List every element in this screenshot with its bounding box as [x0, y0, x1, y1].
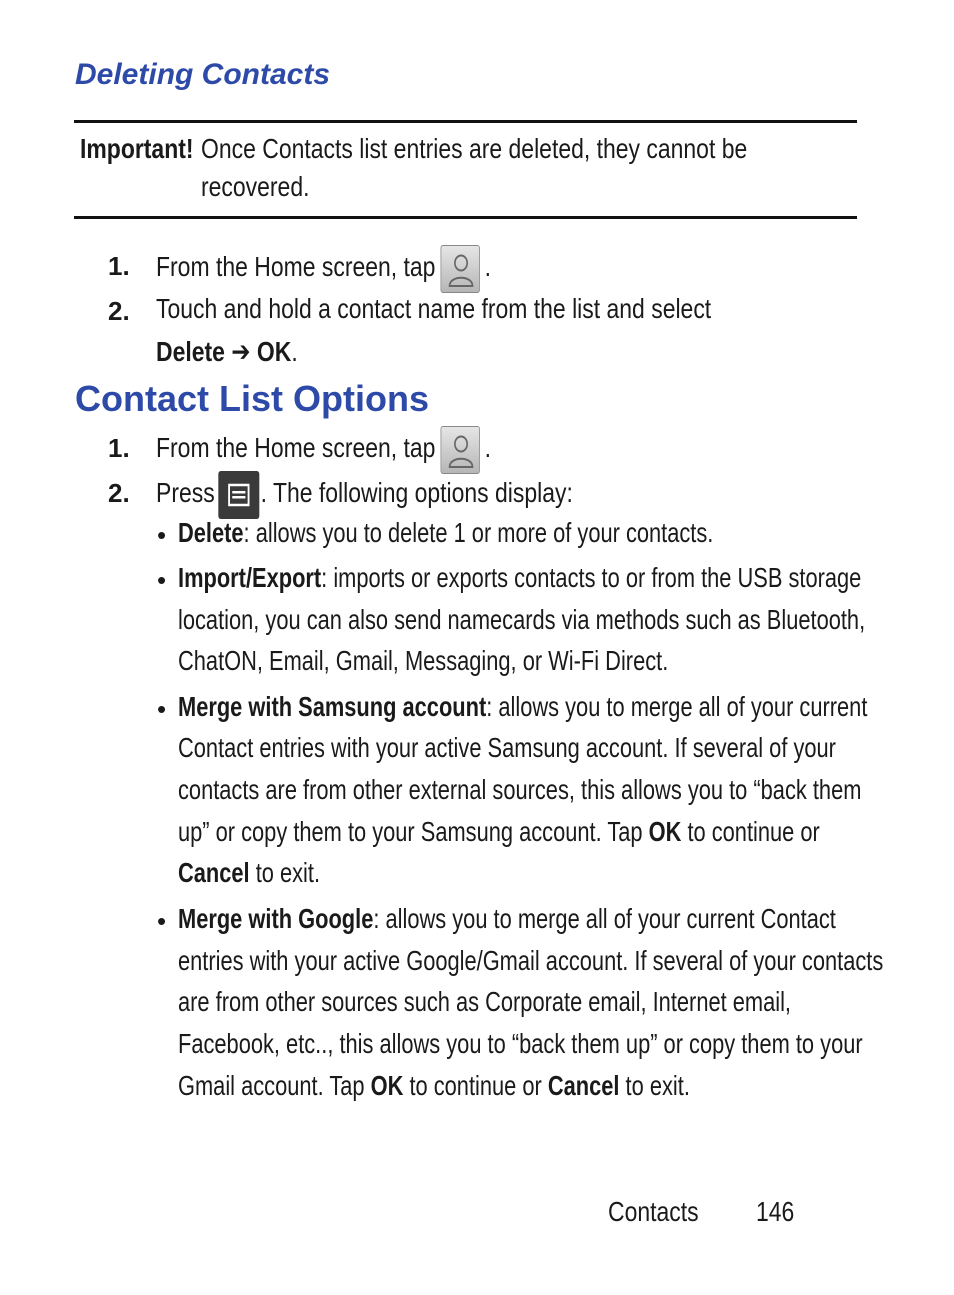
bullet-text-line: up” or copy them to your Samsung account. Tap OK to continue or — [178, 816, 820, 847]
bullet-delete: Delete: allows you to delete 1 or more of your contacts. — [178, 517, 714, 548]
step-text: Press . The following options display: — [156, 467, 664, 519]
step-number: 1. — [108, 251, 130, 281]
bullet-text-line: entries with your active Google/Gmail account. If several of your contacts — [178, 945, 884, 976]
bullet-marker: • — [157, 906, 167, 936]
step-text-continued: Delete ➔ OK. — [156, 336, 298, 367]
bullet-text-line: Facebook, etc.., this allows you to “back them up” or copy them to your — [178, 1028, 863, 1059]
note-label: Important! — [80, 133, 194, 164]
footer-page-number: 146 — [756, 1196, 795, 1227]
note-text-line-2: recovered. — [201, 171, 310, 202]
bullet-text-line: are from other sources such as Corporate email, Internet email, — [178, 986, 792, 1017]
bullet-marker: • — [157, 565, 167, 595]
note-text-line-1: Once Contacts list entries are deleted, they cannot be — [201, 133, 748, 164]
step-number: 1. — [108, 433, 130, 463]
bullet-marker: • — [157, 520, 167, 550]
bullet-text-line: Contact entries with your active Samsung account. If several of your — [178, 732, 836, 763]
bullet-text-line: location, you can also send namecards via methods such as Bluetooth, — [178, 604, 866, 635]
note-bottom-rule — [74, 216, 857, 219]
bullet-text-line: ChatON, Email, Gmail, Messaging, or Wi-Fi Direct. — [178, 645, 669, 676]
bullet-merge-google: Merge with Google: allows you to merge all of your current Contact — [178, 903, 836, 934]
step-text: From the Home screen, tap . — [156, 241, 565, 293]
bullet-text-line: Gmail account. Tap OK to continue or Cancel to exit. — [178, 1070, 690, 1101]
section-subheading: Deleting Contacts — [75, 58, 331, 91]
section-heading: Contact List Options — [75, 378, 429, 419]
step-text: Touch and hold a contact name from the list and select — [156, 293, 712, 324]
step-number: 2. — [108, 478, 130, 508]
bullet-import-export: Import/Export: imports or exports contacts to or from the USB storage — [178, 562, 862, 593]
bullet-text-line: contacts are from other external sources, this allows you to “back them — [178, 774, 862, 805]
bullet-merge-samsung: Merge with Samsung account: allows you to merge all of your current — [178, 691, 868, 722]
step-number: 2. — [108, 296, 130, 326]
contacts-app-icon — [440, 245, 479, 293]
bullet-marker: • — [157, 694, 167, 724]
footer-section-name: Contacts — [608, 1196, 699, 1227]
note-top-rule — [74, 120, 857, 123]
bullet-text-line: Cancel to exit. — [178, 857, 321, 888]
menu-key-icon — [218, 471, 259, 519]
step-text: From the Home screen, tap . — [156, 422, 565, 474]
